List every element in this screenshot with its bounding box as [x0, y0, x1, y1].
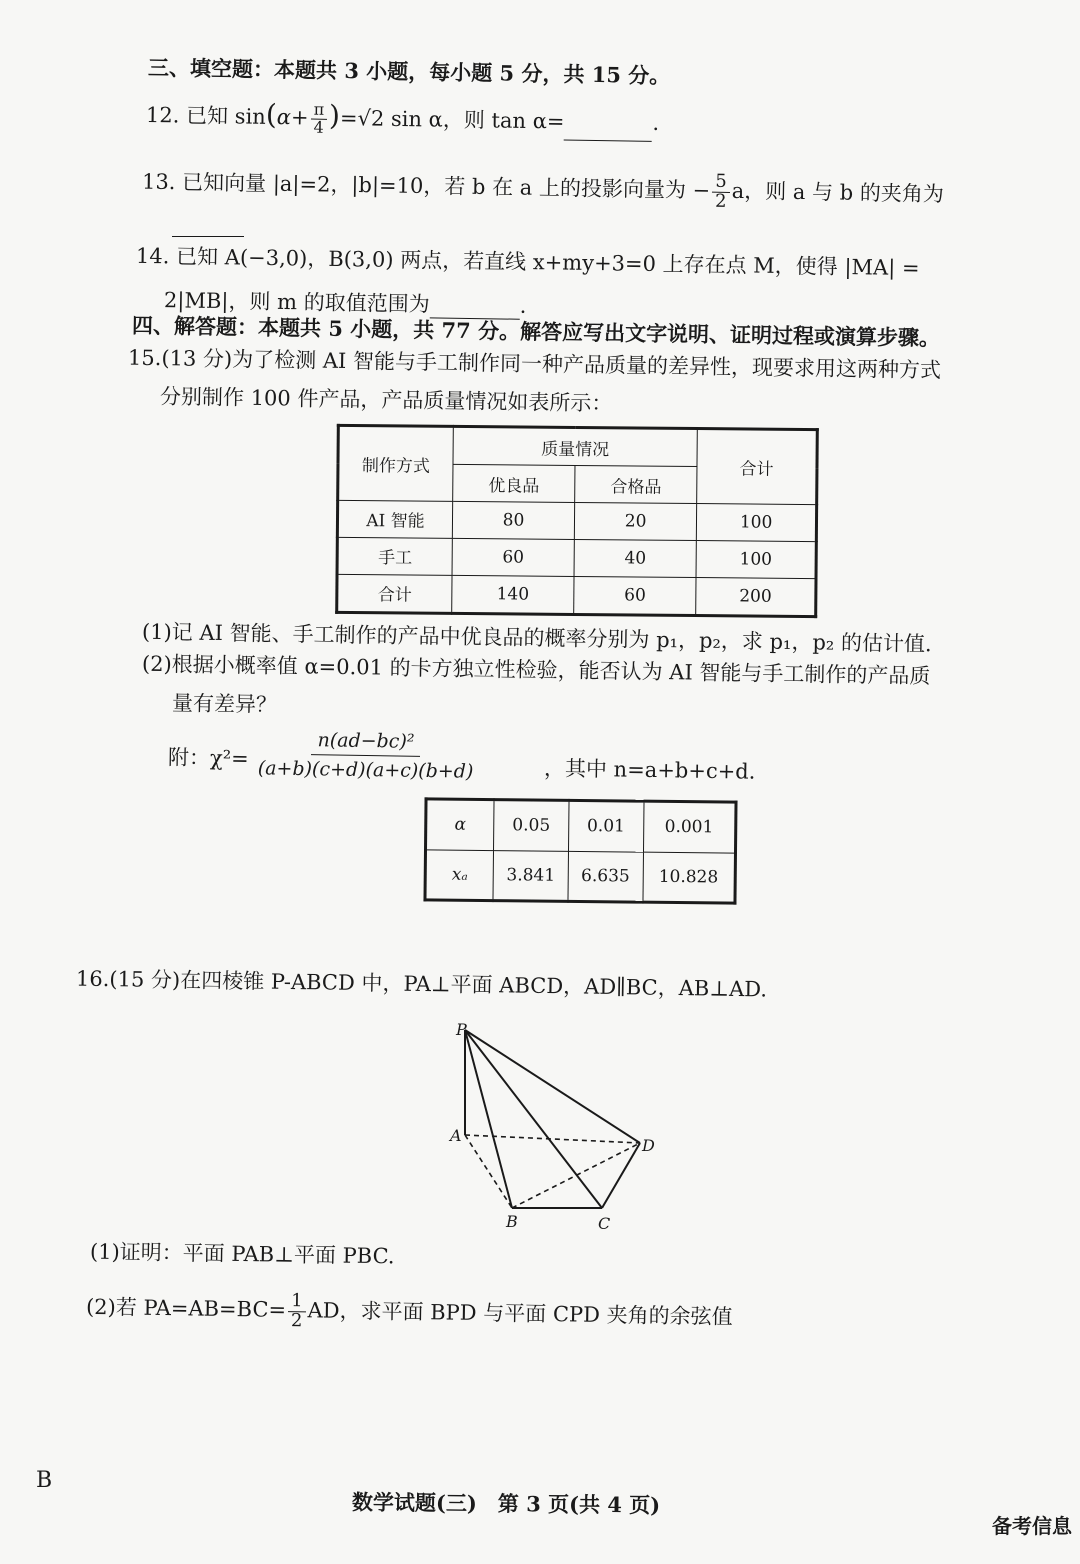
- question-14-line-1: 14. 已知 A(−3,0)，B(3,0) 两点，若直线 x+my+3=0 上存在点 M，使得 |MA| =: [135, 243, 920, 281]
- quality-table: [335, 424, 819, 618]
- section-3-heading: 三、填空题：本题共 3 小题，每小题 5 分，共 15 分。: [147, 54, 671, 89]
- q14-end: .: [519, 293, 527, 318]
- edge-PC: [465, 1030, 602, 1208]
- alpha-label: α: [426, 799, 495, 850]
- label-C: C: [598, 1214, 611, 1233]
- table-header-method: 制作方式: [338, 425, 454, 501]
- critical-value: 10.828: [642, 852, 735, 903]
- q16-part2-pre: (2)若 PA=AB=BC=: [85, 1294, 287, 1322]
- q14-text: 2|MB|，则 m 的取值范围为: [163, 288, 430, 317]
- q16-part2-post: AD，求平面 BPD 与平面 CPD 夹角的余弦值: [307, 1298, 733, 1329]
- table-header-qualified: 合格品: [575, 466, 697, 504]
- label-P: P: [456, 1020, 467, 1039]
- cell-qualified: 60: [574, 576, 696, 615]
- q13-answer-blank[interactable]: [172, 216, 244, 237]
- formula-denominator: (a+b)(c+d)(a+c)(b+d): [257, 757, 474, 783]
- watermark-text: 备考信息: [992, 1514, 1072, 1538]
- q13-frac-den: 2: [714, 190, 727, 212]
- q12-frac-den: 4: [313, 117, 324, 137]
- table-row: [337, 537, 816, 578]
- label-B: B: [506, 1212, 518, 1231]
- q16-fraction: [288, 1292, 306, 1331]
- table-row: [337, 574, 816, 616]
- q12-end: .: [652, 110, 660, 136]
- table-header-excellent: 优良品: [453, 465, 575, 503]
- q12-paren-open: (: [265, 97, 278, 132]
- formula-numerator: n(ad−bc)²: [311, 729, 420, 757]
- alpha-value: 0.01: [568, 800, 643, 851]
- question-15-part-1: (1)记 AI 智能、手工制作的产品中优良品的概率分别为 p₁，p₂，求 p₁，p₂ 的估计值.: [141, 619, 932, 657]
- label-A: A: [450, 1126, 462, 1145]
- question-16-line-1: 16.(15 分)在四棱锥 P-ABCD 中，PA⊥平面 ABCD，AD∥BC，AB⊥AD.: [75, 966, 768, 1002]
- section-4-heading: 四、解答题：本题共 5 小题，共 77 分。解答应写出文字说明、证明过程或演算步骤。: [131, 312, 941, 351]
- row-label: 合计: [337, 574, 452, 613]
- q12-paren-close: ): [328, 98, 341, 133]
- question-15-line-1: 15.(13 分)为了检测 AI 智能与手工制作同一种产品质量的差异性，现要求用这两种方式: [127, 345, 942, 383]
- table-header-total: 合计: [697, 429, 817, 505]
- corner-mark: B: [36, 1468, 53, 1493]
- question-15-part-2-line-1: (2)根据小概率值 α=0.01 的卡方独立性检验，能否认为 AI 智能与手工制作的产品质: [141, 651, 931, 689]
- formula-tail: ，其中 n=a+b+c+d.: [543, 756, 756, 784]
- question-16-part-2: [86, 1289, 733, 1338]
- edge-AB-hidden: [465, 1135, 512, 1208]
- q16-frac-num: 1: [288, 1292, 306, 1312]
- cell-qualified: 20: [574, 503, 696, 541]
- q12-frac-num: π: [310, 102, 327, 120]
- question-15-part-2-line-2: 量有差异？: [171, 691, 278, 717]
- q12-alpha-plus: α+: [276, 105, 309, 130]
- alpha-value: 0.001: [643, 801, 736, 852]
- q13-text-tail: a，则 a 与 b 的夹角为: [731, 178, 945, 207]
- row-label: 手工: [337, 537, 452, 575]
- critical-value: 6.635: [568, 851, 643, 902]
- pyramid-figure: [430, 1015, 670, 1235]
- cell-total: 100: [696, 540, 816, 578]
- critical-value: 3.841: [493, 850, 568, 901]
- q13-frac-num: 5: [712, 173, 730, 193]
- edge-CD: [602, 1143, 640, 1208]
- cell-excellent: 80: [452, 501, 574, 539]
- q12-pi-over-4: [310, 99, 327, 137]
- appendix-label: 附：χ²=: [167, 745, 249, 771]
- cell-qualified: 40: [574, 539, 696, 577]
- question-12: [146, 96, 660, 142]
- q12-answer-blank[interactable]: [564, 119, 652, 141]
- q16-frac-den: 2: [290, 1310, 303, 1332]
- alpha-value: 0.05: [494, 800, 569, 851]
- cell-excellent: 140: [452, 575, 574, 614]
- edge-AD-hidden: [465, 1135, 640, 1143]
- q13-fraction: [712, 170, 730, 212]
- question-13: [142, 164, 944, 215]
- question-number: 12.: [145, 102, 180, 128]
- chi-square-formula: [252, 728, 480, 783]
- critical-value-table: [423, 797, 737, 904]
- q12-text-start: 已知 sin: [185, 103, 267, 129]
- table-header-quality: 质量情况: [453, 426, 698, 466]
- q13-text: 13. 已知向量 |a|=2，|b|=10，若 b 在 a 上的投影向量为 −: [141, 169, 711, 203]
- cell-total: 100: [697, 504, 817, 542]
- cell-excellent: 60: [452, 538, 574, 576]
- cell-total: 200: [696, 577, 816, 616]
- table-row: [337, 500, 816, 541]
- question-15-line-2: 分别制作 100 件产品，产品质量情况如表所示：: [159, 384, 613, 416]
- x-alpha-label: xₐ: [425, 849, 494, 900]
- page-footer: 数学试题(三) 第 3 页(共 4 页): [351, 1489, 661, 1518]
- label-D: D: [642, 1136, 655, 1155]
- q12-text-rest: =√2 sin α，则 tan α=: [339, 106, 565, 134]
- row-label: AI 智能: [337, 500, 452, 538]
- question-16-part-1: (1)证明：平面 PAB⊥平面 PBC.: [89, 1239, 395, 1269]
